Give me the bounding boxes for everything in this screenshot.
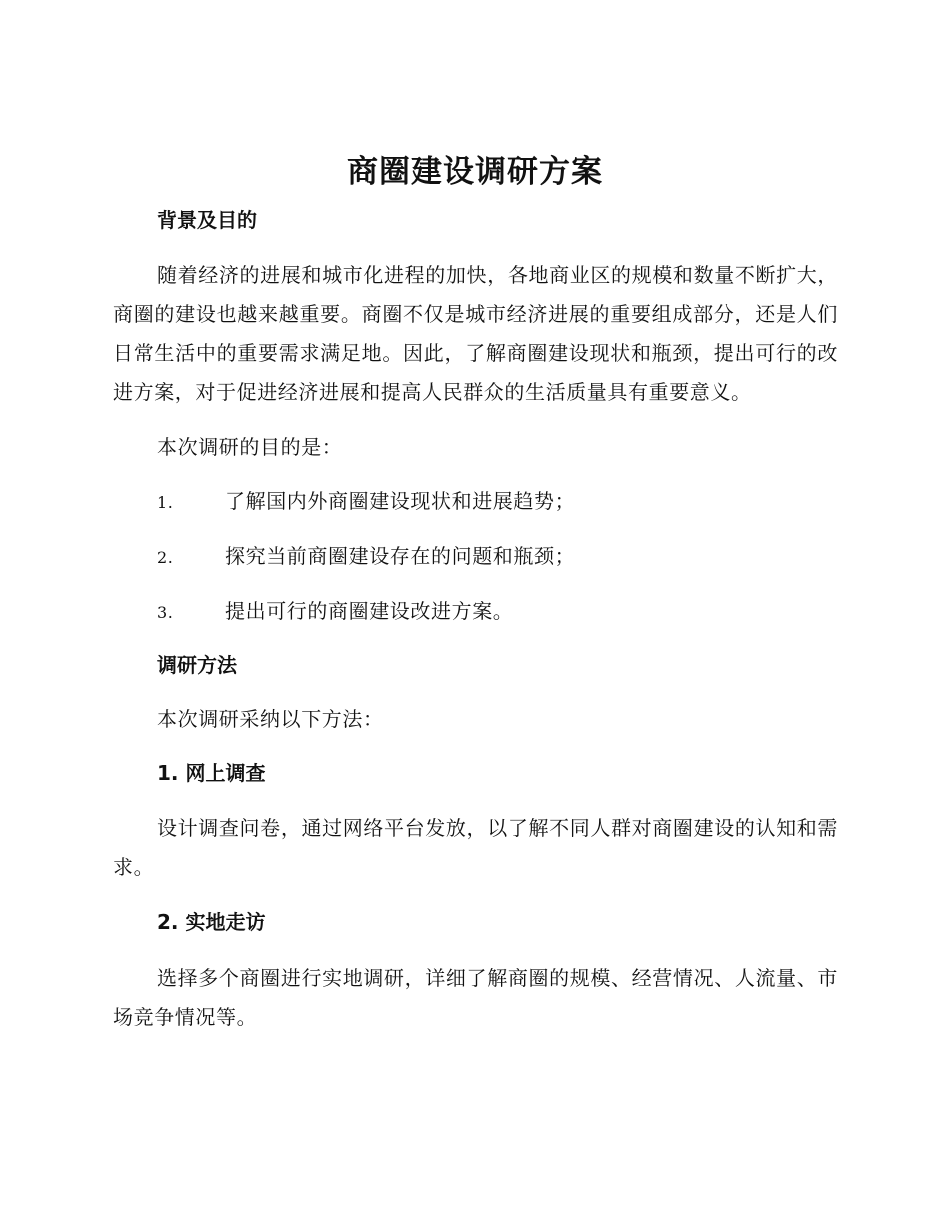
list-item-text: 了解国内外商圈建设现状和进展趋势； [225, 489, 576, 513]
list-item [113, 592, 838, 631]
document-body [113, 200, 838, 1037]
list-item-text: 探究当前商圈建设存在的问题和瓶颈； [225, 544, 576, 568]
method-text-online-survey: 设计调查问卷，通过网络平台发放，以了解不同人群对商圈建设的认知和需求。 [113, 816, 838, 879]
list-item-number: 2. [157, 548, 174, 567]
method-text-field-visit: 选择多个商圈进行实地调研，详细了解商圈的规模、经营情况、人流量、市场竞争情况等。 [113, 966, 838, 1029]
method-heading-online-survey: 1. 网上调查 [157, 761, 266, 785]
list-item-text: 提出可行的商圈建设改进方案。 [225, 599, 514, 623]
purpose-list [113, 482, 838, 631]
section-heading-background: 背景及目的 [157, 208, 257, 232]
list-item [113, 482, 838, 521]
list-item-number: 1. [157, 493, 174, 512]
document-title: 商圈建设调研方案 [347, 154, 603, 190]
purpose-intro: 本次调研的目的是： [157, 435, 343, 459]
list-item [113, 537, 838, 576]
background-paragraph: 随着经济的进展和城市化进程的加快，各地商业区的规模和数量不断扩大，商圈的建设也越来越重要。商圈不仅是城市经济进展的重要组成部分，还是人们日常生活中的重要需求满足地。因此，了解商圈建设现状和瓶颈，提出可行的改进方案，对于促进经济进展和提高人民群众的生活质量具有重要意义。 [113, 263, 838, 404]
method-heading-field-visit: 2. 实地走访 [157, 910, 266, 934]
section-heading-methods: 调研方法 [157, 653, 237, 677]
methods-intro: 本次调研采纳以下方法： [157, 707, 384, 731]
list-item-number: 3. [157, 603, 174, 622]
